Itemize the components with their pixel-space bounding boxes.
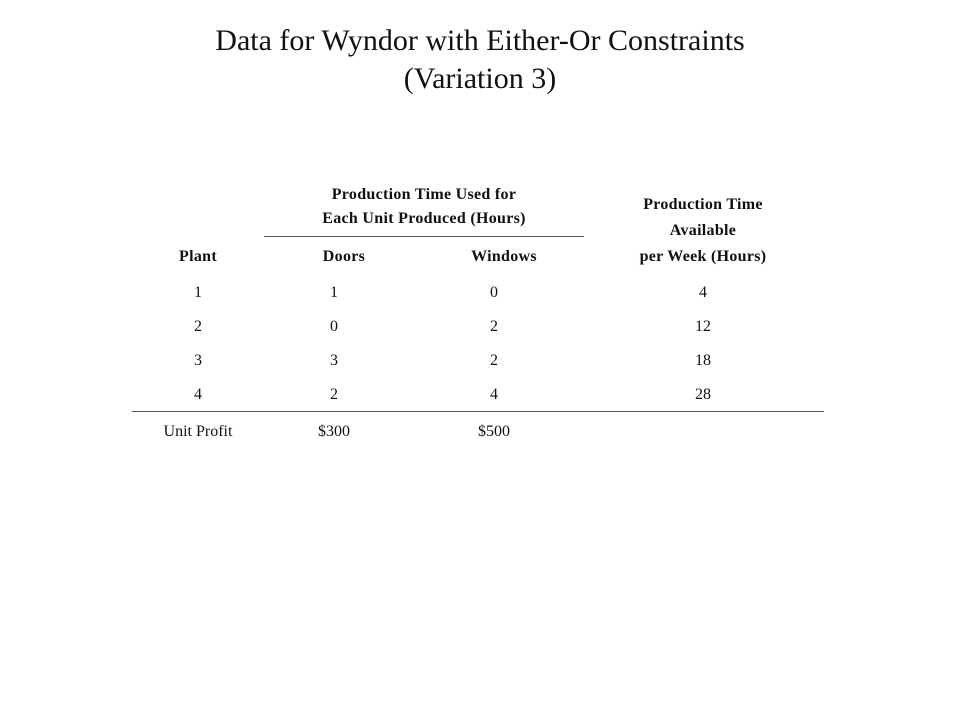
group-header-rule [264, 236, 584, 237]
title-line-2: (Variation 3) [403, 62, 557, 95]
data-table [132, 178, 824, 458]
profit-doors: $300 [318, 423, 350, 440]
available-header-line-2: Available [669, 222, 737, 239]
group-header-line-1: Production Time Used for [331, 186, 517, 203]
column-header-windows: Windows [471, 248, 537, 265]
profit-label: Unit Profit [163, 423, 233, 440]
row-4-doors: 2 [330, 386, 338, 403]
row-3-windows: 2 [490, 352, 498, 369]
group-header-line-2: Each Unit Produced (Hours) [322, 210, 526, 227]
row-4-available: 28 [695, 386, 711, 403]
row-4-plant: 4 [194, 386, 202, 403]
title-line-1: Data for Wyndor with Either-Or Constraints [215, 24, 745, 57]
row-4-windows: 4 [490, 386, 498, 403]
profit-windows: $500 [478, 423, 510, 440]
row-1-windows: 0 [490, 284, 498, 301]
available-header-line-3: per Week (Hours) [639, 248, 767, 265]
column-header-plant: Plant [179, 248, 217, 265]
row-1-doors: 1 [330, 284, 338, 301]
column-header-doors: Doors [322, 248, 366, 265]
row-3-available: 18 [695, 352, 711, 369]
slide-title [0, 22, 960, 98]
row-2-doors: 0 [330, 318, 338, 335]
row-3-plant: 3 [194, 352, 202, 369]
available-header-line-1: Production Time [643, 196, 763, 213]
row-1-available: 4 [699, 284, 707, 301]
row-2-windows: 2 [490, 318, 498, 335]
row-1-plant: 1 [194, 284, 202, 301]
row-2-plant: 2 [194, 318, 202, 335]
row-3-doors: 3 [330, 352, 338, 369]
row-2-available: 12 [695, 318, 711, 335]
table-bottom-rule [132, 411, 824, 412]
